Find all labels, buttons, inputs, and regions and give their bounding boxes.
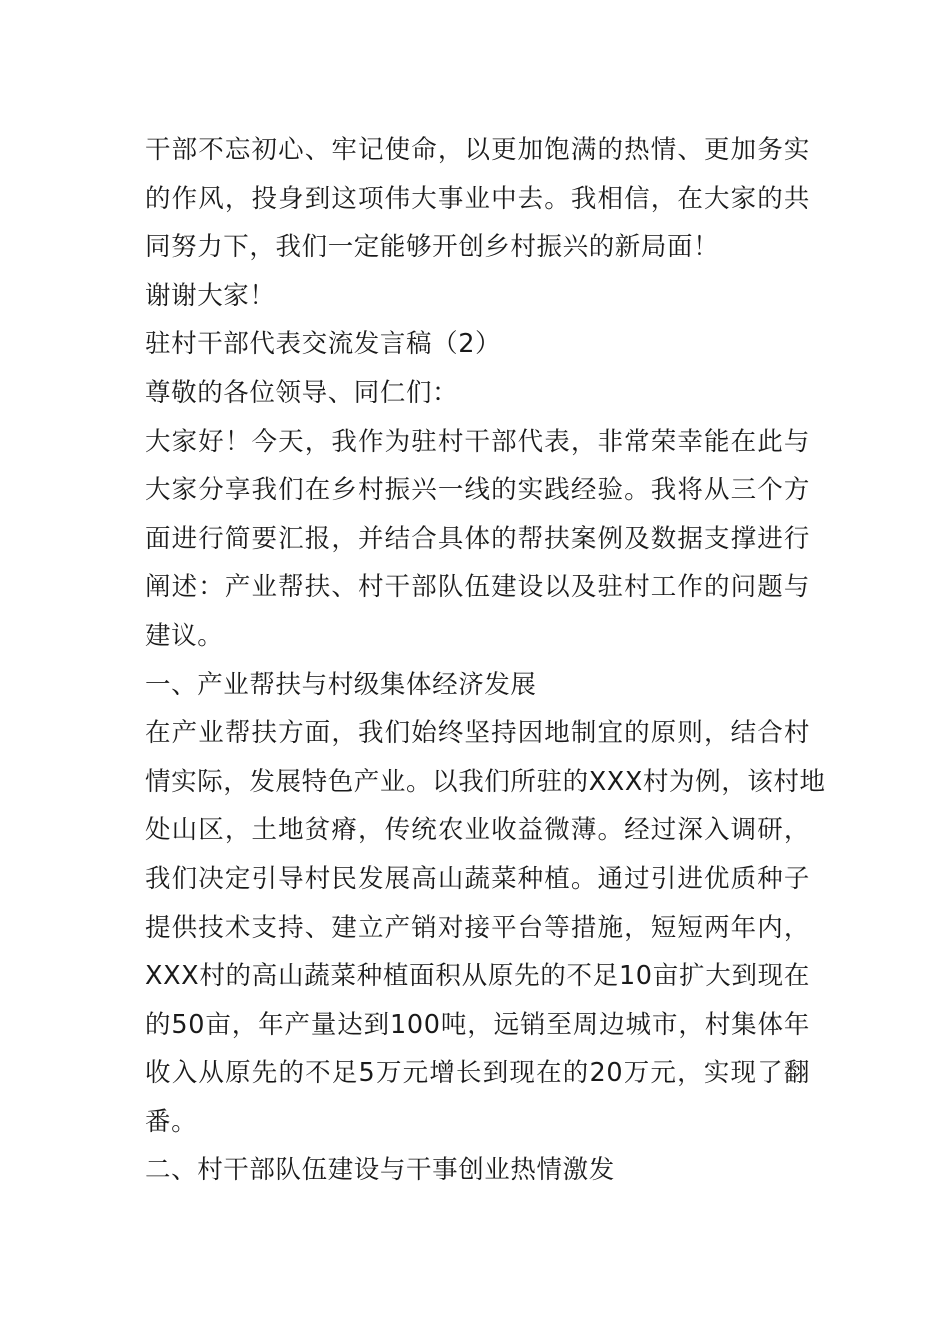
paragraph-line: 的50亩，年产量达到100吨，远销至周边城市，村集体年 — [145, 1009, 810, 1040]
paragraph-line: 我们决定引导村民发展高山蔬菜种植。通过引进优质种子 — [145, 863, 810, 894]
speech-title: 驻村干部代表交流发言稿（2） — [145, 329, 502, 360]
closing-thanks: 谢谢大家！ — [145, 280, 276, 311]
section-heading-2: 二、村干部队伍建设与干事创业热情激发 — [145, 1155, 615, 1186]
paragraph-line: 在产业帮扶方面，我们始终坚持因地制宜的原则，结合村 — [145, 718, 810, 749]
paragraph-line: 提供技术支持、建立产销对接平台等措施，短短两年内， — [145, 912, 810, 943]
paragraph-line: 处山区，土地贫瘠，传统农业收益微薄。经过深入调研， — [145, 815, 810, 846]
paragraph-line: XXX村的高山蔬菜种植面积从原先的不足10亩扩大到现在 — [145, 961, 810, 992]
paragraph-line: 大家好！今天，我作为驻村干部代表，非常荣幸能在此与 — [145, 426, 810, 457]
paragraph-line: 同努力下，我们一定能够开创乡村振兴的新局面！ — [145, 232, 720, 263]
paragraph-line: 大家分享我们在乡村振兴一线的实践经验。我将从三个方 — [145, 475, 810, 506]
paragraph-line: 阐述：产业帮扶、村干部队伍建设以及驻村工作的问题与 — [145, 572, 810, 603]
paragraph-line: 干部不忘初心、牢记使命，以更加饱满的热情、更加务实 — [145, 135, 810, 165]
document-body — [145, 126, 826, 1195]
salutation: 尊敬的各位领导、同仁们： — [145, 377, 459, 408]
paragraph-line: 建议。 — [145, 620, 224, 651]
paragraph-line: 番。 — [145, 1106, 198, 1137]
paragraph-line: 面进行简要汇报，并结合具体的帮扶案例及数据支撑进行 — [145, 523, 810, 554]
paragraph-line: 情实际，发展特色产业。以我们所驻的XXX村为例，该村地 — [145, 766, 826, 797]
paragraph-line: 的作风，投身到这项伟大事业中去。我相信，在大家的共 — [145, 183, 810, 214]
paragraph-line: 收入从原先的不足5万元增长到现在的20万元，实现了翻 — [145, 1058, 810, 1089]
section-heading-1: 一、产业帮扶与村级集体经济发展 — [145, 669, 537, 700]
